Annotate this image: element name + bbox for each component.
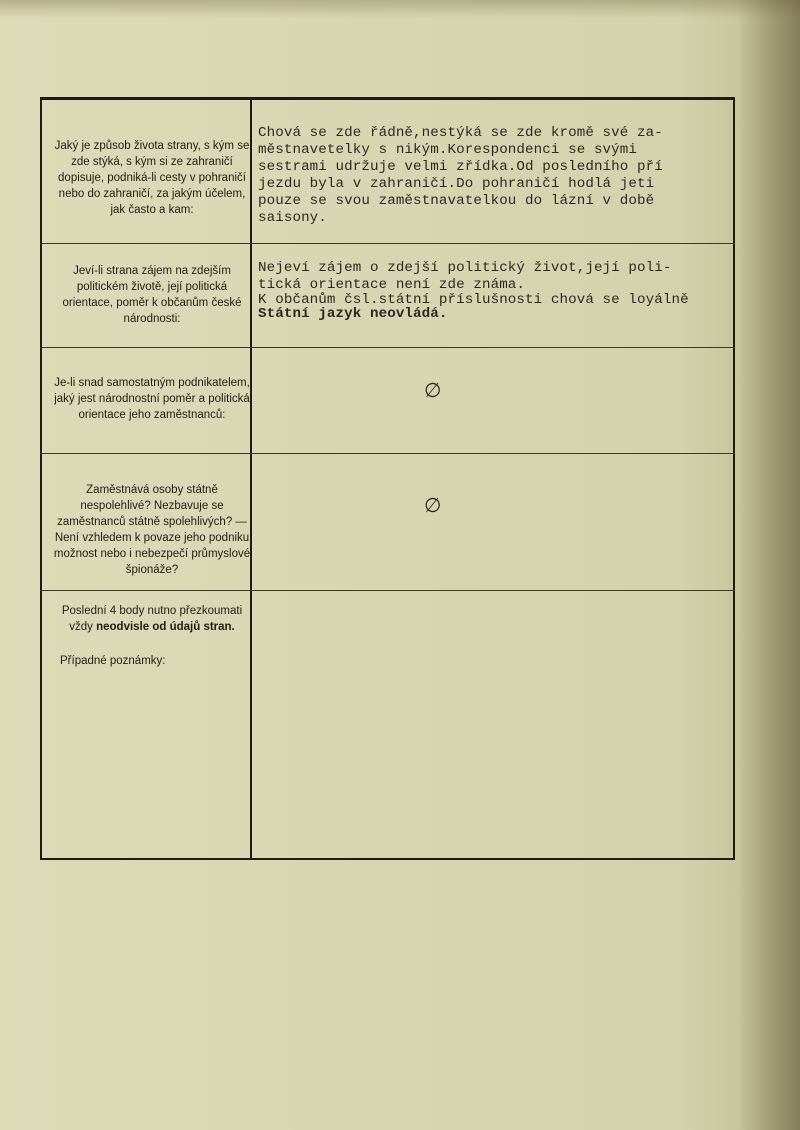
question-espionage: Zaměstnává osoby státně nespolehlivé? Nezbavuje se zaměstnanců státně spolehlivých? — Není vzhledem k povaze jeho podniku možnost nebo i nebezpečí průmyslové špionáže? (53, 484, 251, 576)
question-politics: Jeví-li strana zájem na zdejším politickém životě, její politická orientace, poměr k občanům české národnosti: (62, 265, 242, 325)
row-divider-4 (40, 590, 735, 591)
answer-line: Nejeví zájem o zdejší politický život,její poli- (258, 260, 672, 276)
answer-line: pouze se svou zaměstnavatelkou do lázní v době (258, 193, 655, 209)
notes-label: Případné poznámky: (60, 655, 166, 667)
answer-line: městnavetelky s nikým.Korespondenci se svými (258, 142, 638, 158)
answer-line: Státní jazyk neovládá. (258, 306, 448, 322)
question-lifestyle: Jaký je způsob života strany, s kým se zde stýká, s kým si ze zahraničí dopisuje, podniká-li cesty v pohraničí nebo do zahraničí, za jakým účelem, jak často a kam: (54, 140, 250, 216)
table-bottom-border (40, 858, 735, 860)
note-instruction-text: Poslední 4 body nutno přezkoumati vždy (61, 605, 243, 633)
answer-line: saisony. (258, 210, 327, 226)
answer-line: Chová se zde řádně,nestýká se zde kromě své za- (258, 125, 663, 141)
answer-line: jezdu byla v zahraničí.Do pohraničí hodlá jeti (258, 176, 655, 192)
empty-answer-mark: ∅ (424, 493, 442, 517)
empty-answer-mark: ∅ (424, 378, 442, 402)
row-divider-1 (40, 243, 735, 244)
answer-line: K občanům čsl.státní příslušnosti chová se loyálně (258, 292, 689, 308)
table-left-border (40, 98, 42, 860)
table-top-border (40, 97, 735, 100)
row-divider-3 (40, 453, 735, 454)
row-divider-2 (40, 347, 735, 348)
paper-shadow-top (0, 0, 800, 18)
answer-line: tická orientace není zde známa. (258, 277, 526, 293)
question-entrepreneur: Je-li snad samostatným podnikatelem, jaký jest národnostní poměr a politická orientace jeho zaměstnanců: (54, 377, 250, 421)
answer-line: sestrami udržuje velmi zřídka.Od posledního pří (258, 159, 663, 175)
note-instruction (52, 603, 252, 635)
note-instruction-bold: neodvisle od údajů stran. (96, 621, 235, 633)
